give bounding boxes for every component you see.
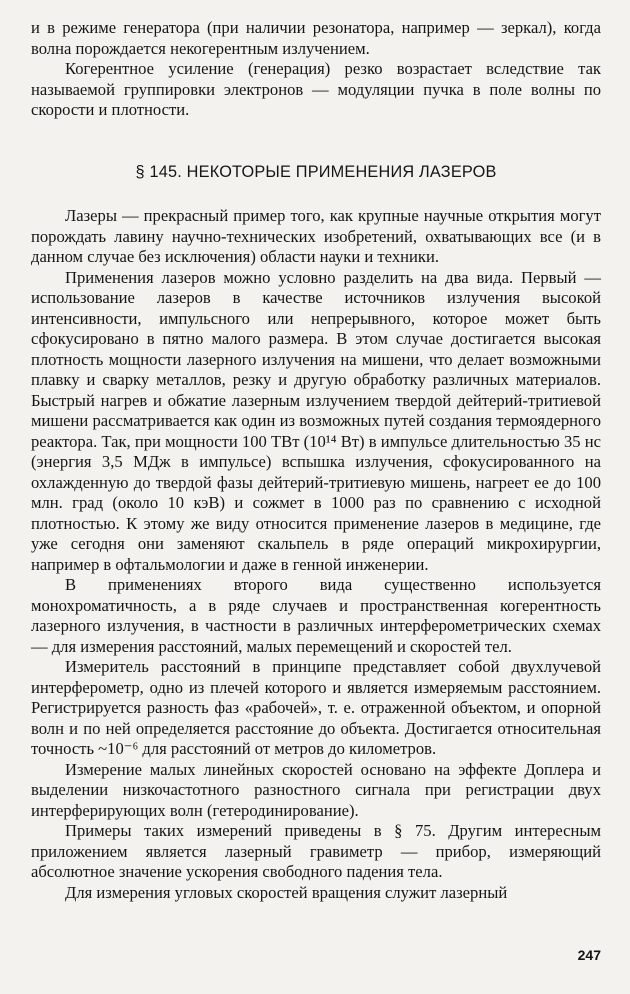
paragraph-angular-velocity: Для измерения угловых скоростей вращения служит лазерный <box>65 882 508 902</box>
paragraph-gravimeter: Примеры таких измерений приведены в § 75. Другим интересным приложением является лазерный гравиметр — прибор, измеряющий абсолютное значение ускорения свободного падения тела. <box>31 821 601 881</box>
previous-section-text <box>31 18 601 121</box>
paragraph-velocity-measurement: Измерение малых линейных скоростей основано на эффекте Доплера и выделении низкочастотного разностного сигнала при регистрации двух интерферирующих волн (гетеродинирование). <box>31 759 601 820</box>
paragraph-distance-meter: Измеритель расстояний в принципе представляет собой двухлучевой интерферометр, одно из плечей которого и является измеряемым расстоянием. Регистрируется разность фаз «рабочей», т. е. отраженной объектом, и опорной волн и по ней определяется расстояние до объекта. Достигается относительная точность ~10⁻⁶ для расстояний от метров до километров. <box>31 657 601 758</box>
intro-paragraph-1: и в режиме генератора (при наличии резонатора, например — зеркал), когда волна порождается некогерентным излучением. <box>31 18 601 58</box>
paragraph-second-application-type: В применениях второго вида существенно используется монохроматичность, а в ряде случаев и пространственная когерентность лазерного излучения, в частности в различных интерферометрических схемах — для измерения расстояний, малых перемещений и скоростей тел. <box>31 575 601 656</box>
section-heading: § 145. НЕКОТОРЫЕ ПРИМЕНЕНИЯ ЛАЗЕРОВ <box>135 163 497 181</box>
section-body <box>31 206 601 903</box>
intro-paragraph-2: Когерентное усиление (генерация) резко возрастает вследствие так называемой группировки электронов — модуляции пучка в поле волны по скорости и плотности. <box>31 59 601 119</box>
paragraph-lasers-intro: Лазеры — прекрасный пример того, как крупные научные открытия могут порождать лавину научно-технических изобретений, охватывающих все (и в данном случае без исключения) области науки и техники. <box>31 206 601 266</box>
page-number: 247 <box>577 947 601 963</box>
paragraph-first-application-type: Применения лазеров можно условно разделить на два вида. Первый — использование лазеров в качестве источников излучения высокой интенсивности, импульсного или непрерывного, которое может быть сфокусировано в пятно малого размера. В этом случае достигается высокая плотность мощности лазерного излучения на мишени, что делает возможными плавку и сварку металлов, резку и другую обработку различных материалов. Быстрый нагрев и обжатие лазерным излучением твердой дейтерий-тритиевой мишени рассматривается как один из возможных путей создания термоядерного реактора. Так, при мощности 100 ТВт (10¹⁴ Вт) в импульсе длительностью 35 нс (энергия 3,5 МДж в импульсе) вспышка излучения, сфокусированного на охлажденную до твердой фазы дейтерий-тритиевую мишень, нагреет ее до 100 млн. град (около 10 кэВ) и сожмет в 1000 раз по сравнению с исходной плотностью. К этому же виду относится применение лазеров в медицине, где уже сегодня они заменяют скальпель в ряде операций микрохирургии, например в офтальмологии и даже в генной инженерии. <box>31 267 601 574</box>
